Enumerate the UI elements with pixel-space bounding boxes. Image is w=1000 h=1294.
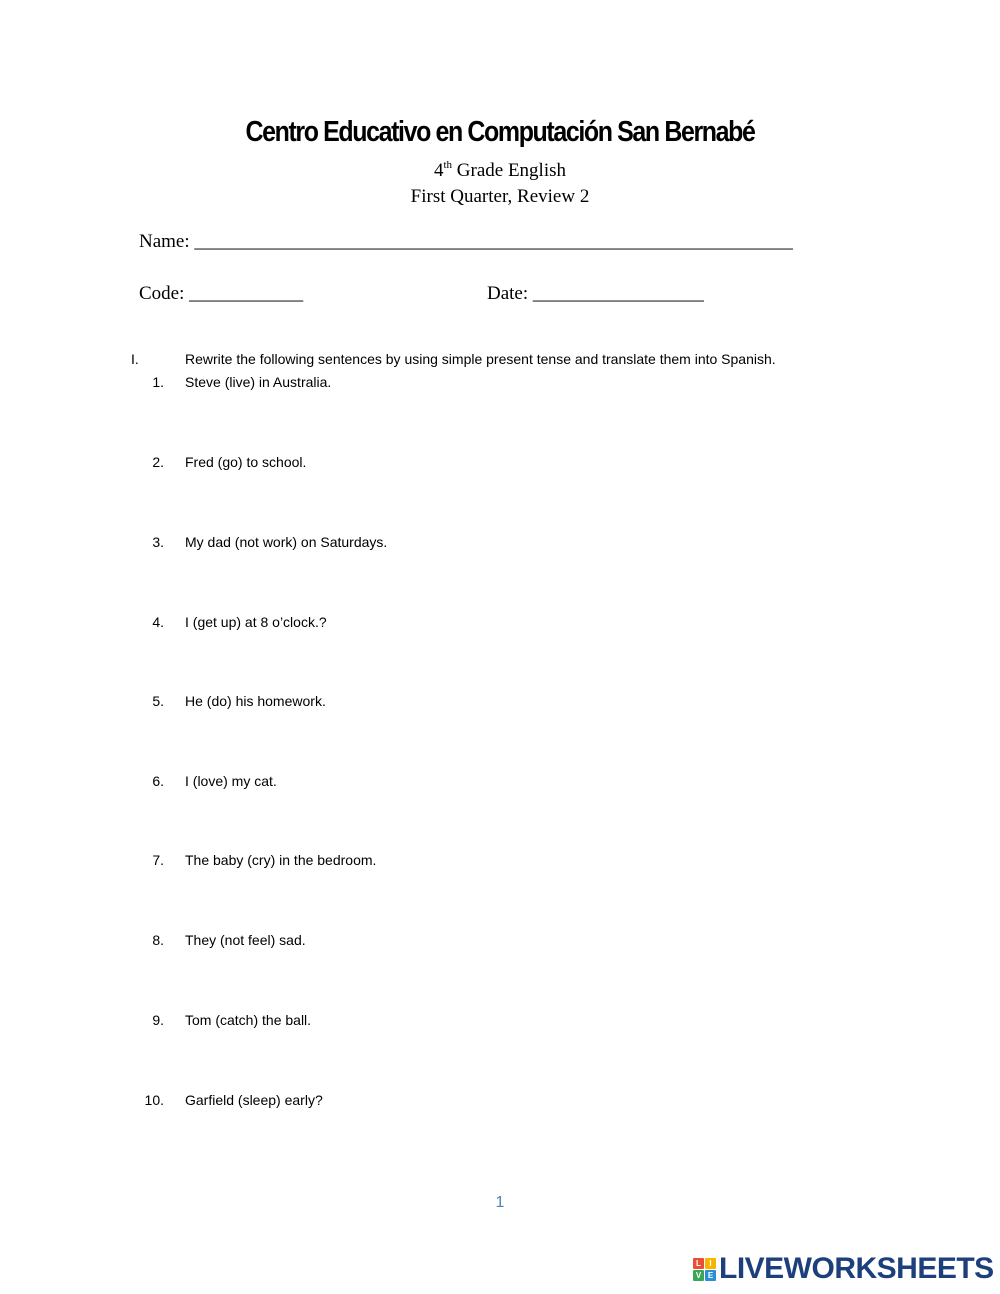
- question-text: The baby (cry) in the bedroom.: [185, 852, 377, 868]
- quarter-line: First Quarter, Review 2: [410, 186, 590, 207]
- logo-block-i: I: [705, 1258, 716, 1269]
- question-text: I (love) my cat.: [185, 773, 277, 789]
- question-number: 5.: [152, 693, 164, 709]
- question-number: 8.: [152, 932, 164, 948]
- question-number: 6.: [152, 773, 164, 789]
- section-numeral: I.: [131, 351, 139, 367]
- question-number: 10.: [144, 1092, 164, 1108]
- liveworksheets-logo-icon: [693, 1258, 716, 1281]
- question-number: 9.: [152, 1012, 164, 1028]
- date-field[interactable]: Date: __________________: [487, 283, 704, 304]
- question-text: They (not feel) sad.: [185, 932, 306, 948]
- question-text: Tom (catch) the ball.: [185, 1012, 312, 1028]
- grade-number: 4: [433, 160, 444, 181]
- question-number: 2.: [152, 454, 164, 470]
- liveworksheets-logo: [693, 1252, 994, 1286]
- grade-subject: Grade English: [452, 160, 567, 181]
- logo-block-v: V: [693, 1270, 704, 1281]
- question-number: 4.: [152, 614, 164, 630]
- logo-block-e: E: [705, 1270, 716, 1281]
- logo-block-l: L: [693, 1258, 704, 1269]
- grade-suffix: th: [443, 159, 453, 171]
- question-number: 1.: [152, 374, 164, 390]
- section-instruction: Rewrite the following sentences by using simple present tense and translate them into Spanish.: [185, 351, 776, 367]
- question-text: My dad (not work) on Saturdays.: [185, 534, 388, 550]
- grade-line: [0, 160, 1000, 182]
- code-field[interactable]: Code: ____________: [139, 283, 304, 304]
- question-number: 7.: [152, 852, 164, 868]
- question-text: Garfield (sleep) early?: [185, 1092, 323, 1108]
- question-number: 3.: [152, 534, 164, 550]
- question-text: Steve (live) in Australia.: [185, 374, 332, 390]
- question-text: He (do) his homework.: [185, 693, 326, 709]
- page-number: 1: [495, 1194, 505, 1211]
- school-title: Centro Educativo en Computación San Bernabé: [245, 116, 755, 148]
- question-text: Fred (go) to school.: [185, 454, 307, 470]
- liveworksheets-wordmark: LIVEWORKSHEETS: [719, 1252, 994, 1285]
- question-text: I (get up) at 8 o’clock.?: [185, 614, 327, 630]
- name-field[interactable]: Name: _______________________________________________________________: [139, 231, 793, 252]
